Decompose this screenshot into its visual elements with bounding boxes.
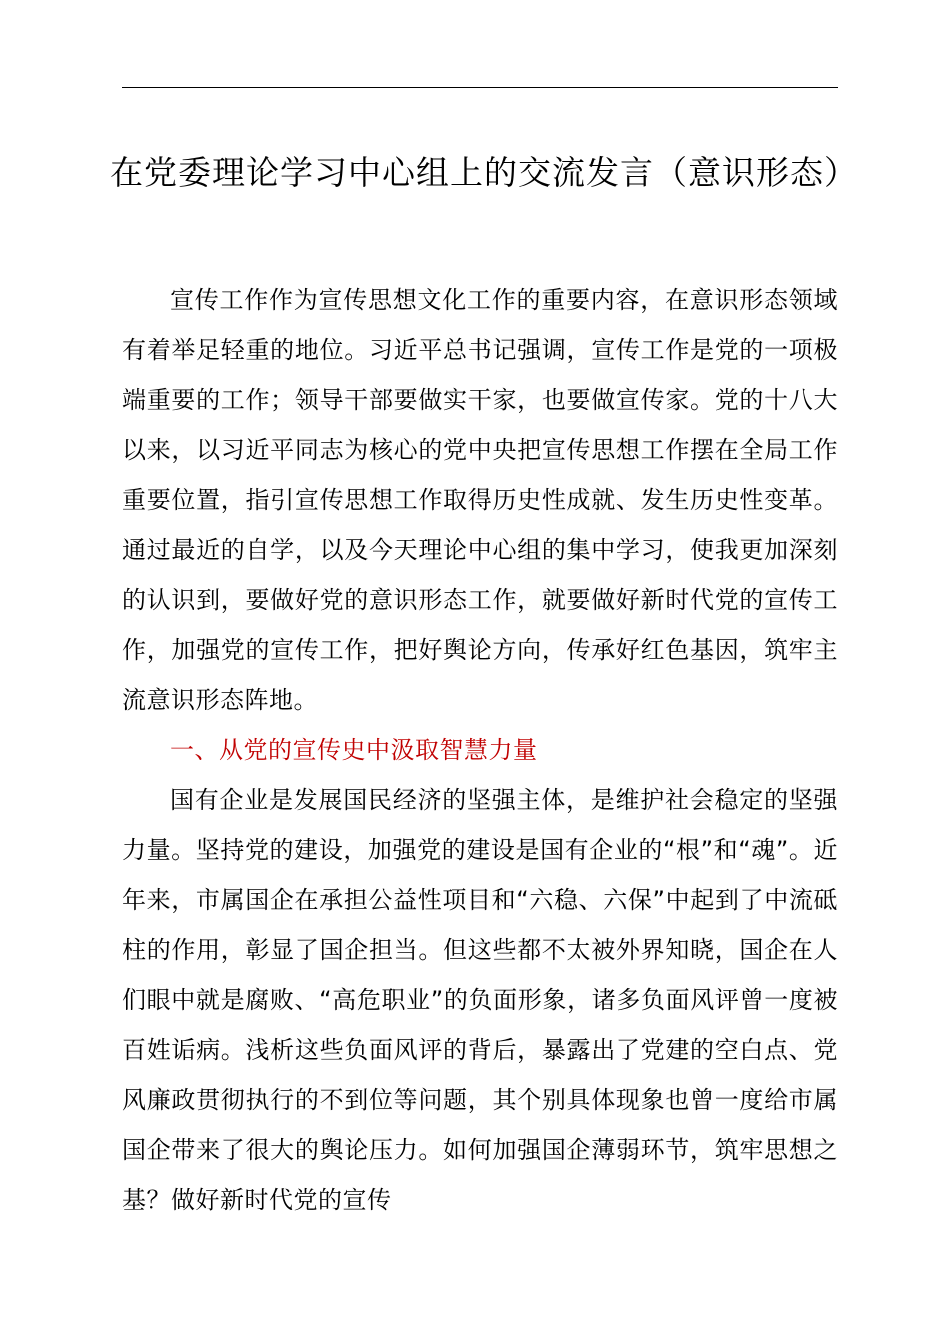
section-paragraph: 国有企业是发展国民经济的坚强主体，是维护社会稳定的坚强力量。坚持党的建设，加强党的建设是国有企业的“根”和“魂”。近年来，市属国企在承担公益性项目和“六稳、六保”中起到了中流砥柱的作用，彰显了国企担当。但这些都不太被外界知晓，国企在人们眼中就是腐败、“高危职业”的负面形象，诸多负面风评曾一度被百姓诟病。浅析这些负面风评的背后，暴露出了党建的空白点、党风廉政贯彻执行的不到位等问题，其个别具体现象也曾一度给市属国企带来了很大的舆论压力。如何加强国企薄弱环节，筑牢思想之基？做好新时代党的宣传: [122, 786, 838, 1214]
intro-paragraph: 宣传工作作为宣传思想文化工作的重要内容，在意识形态领域有着举足轻重的地位。习近平总书记强调，宣传工作是党的一项极端重要的工作；领导干部要做实干家，也要做宣传家。党的十八大以来，以习近平同志为核心的党中央把宣传思想工作摆在全局工作重要位置，指引宣传思想工作取得历史性成就、发生历史性变革。通过最近的自学，以及今天理论中心组的集中学习，使我更加深刻的认识到，要做好党的意识形态工作，就要做好新时代党的宣传工作，加强党的宣传工作，把好舆论方向，传承好红色基因，筑牢主流意识形态阵地。: [122, 286, 838, 714]
document-body: [122, 275, 838, 1225]
section-heading: 一、从党的宣传史中汲取智慧力量: [170, 736, 538, 764]
document-title: 在党委理论学习中心组上的交流发言（意识形态）: [110, 153, 858, 192]
header-rule: [122, 87, 838, 88]
